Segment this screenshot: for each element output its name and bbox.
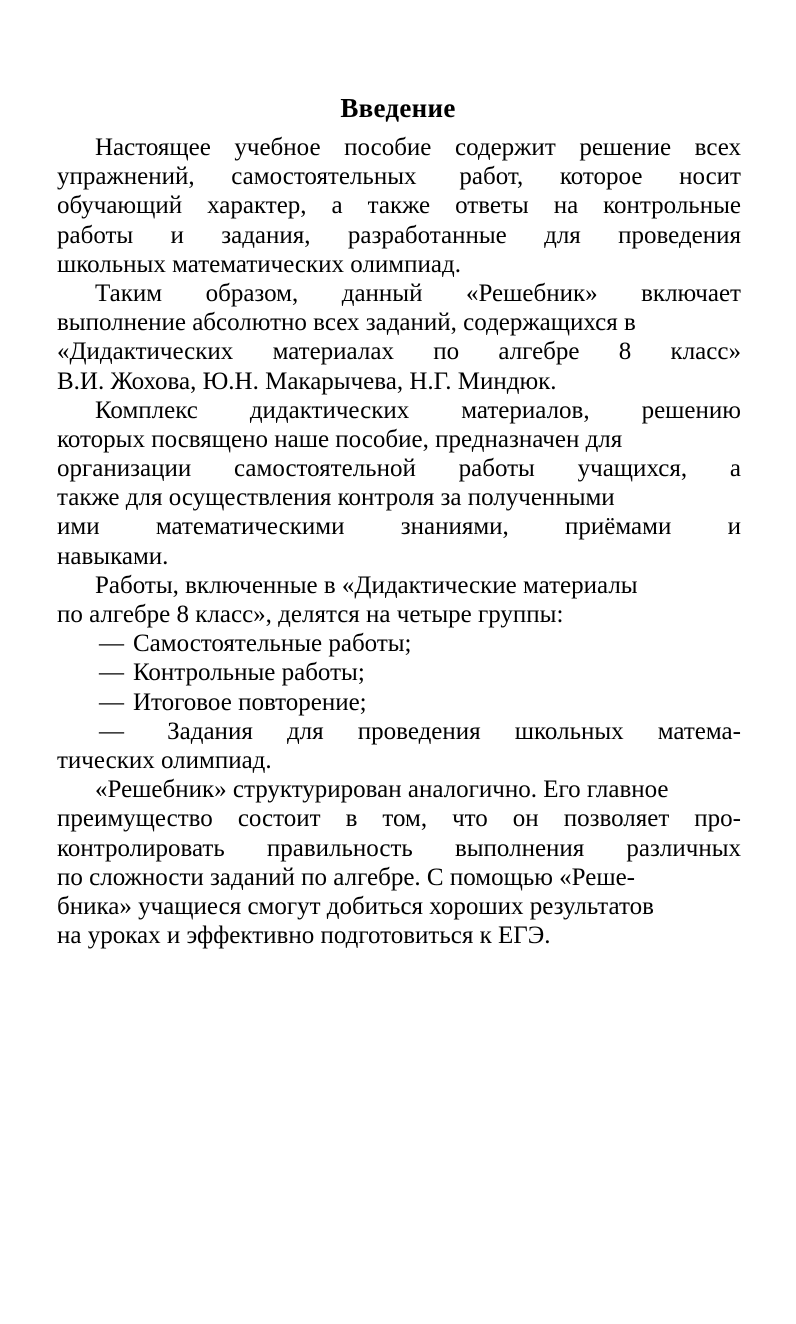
list (57, 629, 741, 775)
text-line: школьных математических олимпиад. (57, 250, 461, 278)
text-line: которых посвящено наше пособие, предназначен для (57, 425, 623, 453)
text-line: Настоящее учебное пособие содержит решение всех (95, 134, 741, 161)
paragraph (57, 571, 741, 629)
text-line: контролировать правильность выполнения различных (57, 834, 741, 862)
text-line: «Решебник» структурирован аналогично. Его главное (95, 776, 669, 804)
list-dash: — (99, 717, 124, 745)
paragraph (57, 396, 741, 571)
text-line: обучающий характер, а также ответы на контрольные (57, 192, 741, 220)
list-item (57, 688, 741, 717)
page-title: Введение (340, 93, 456, 124)
list-item: — Задания для проведения школьных матема- (99, 717, 741, 745)
text-line: Таким образом, данный «Решебник» включает (95, 279, 741, 307)
text-line: по алгебре 8 класс», делятся на четыре группы: (57, 601, 564, 628)
text-line: преимущество состоит в том, что он позволяет про- (57, 805, 741, 833)
text-line: выполнение абсолютно всех заданий, содержащихся в (57, 309, 636, 337)
paragraph (57, 133, 741, 279)
list-item (57, 629, 741, 658)
text-line: по сложности заданий по алгебре. С помощью «Реше- (57, 863, 636, 891)
paragraph (57, 775, 741, 950)
text-line: тических олимпиад. (57, 746, 272, 774)
text-line: также для осуществления контроля за полученными (57, 484, 615, 512)
text-line: навыками. (57, 542, 169, 570)
list-item (57, 658, 741, 687)
list-item-label: Итоговое повторение; (133, 688, 367, 716)
text-line: на уроках и эффективно подготовиться к ЕГЭ. (57, 922, 551, 950)
text-line: В.И. Жохова, Ю.Н. Макарычева, Н.Г. Миндюк. (57, 367, 557, 395)
paragraph (57, 279, 741, 396)
text-line: Работы, включенные в «Дидактические материалы (95, 571, 638, 599)
list-item-label: Контрольные работы; (133, 659, 365, 687)
text-line: работы и задания, разработанные для проведения (57, 221, 741, 249)
text-line: «Дидактических материалах по алгебре 8 класс» (57, 338, 741, 366)
list-dash: — (99, 630, 124, 658)
text-line: бника» учащиеся смогут добиться хороших результатов (57, 892, 654, 920)
list-item-label: Самостоятельные работы; (133, 630, 412, 658)
list-dash: — (99, 688, 124, 716)
text-line: упражнений, самостоятельных работ, которое носит (57, 163, 741, 191)
body-text (57, 133, 741, 950)
text-line: организации самостоятельной работы учащихся, а (57, 455, 741, 483)
text-line: ими математическими знаниями, приёмами и (57, 513, 741, 541)
list-dash: — (99, 659, 124, 687)
text-line: Комплекс дидактических материалов, решению (95, 396, 741, 424)
